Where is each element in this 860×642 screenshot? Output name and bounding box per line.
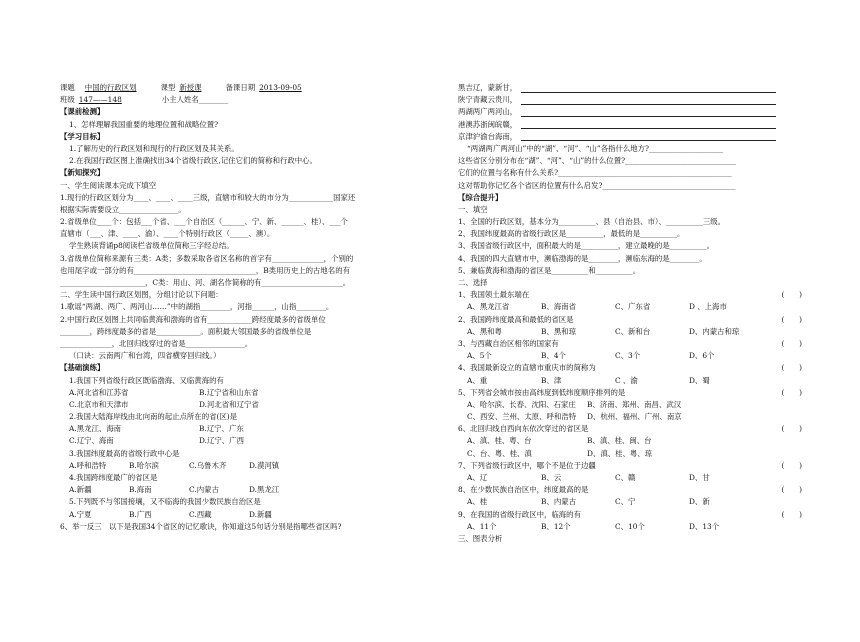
answer-option: D、13个 xyxy=(689,521,720,531)
line-text: 5、兼临黄海和渤海的省区是__________和__________。 xyxy=(458,265,641,275)
section-heading: 【课前检测】 xyxy=(60,107,105,117)
text-line xyxy=(60,131,412,143)
answer-parentheses: ( ) xyxy=(781,424,802,434)
text-line xyxy=(60,435,412,447)
line-text: 5、下列省会城市按由高纬度到低纬度顺序排列的是 xyxy=(458,387,626,397)
text-line xyxy=(458,82,802,94)
line-text: ________，跨纬度最多的省是____________。面积最大邻国最多的省级单位是 xyxy=(60,326,312,336)
text-line xyxy=(60,204,412,216)
text-line xyxy=(458,435,802,447)
text-line xyxy=(60,448,412,460)
line-text: 2.在我国行政区图上准确找出34个省级行政区,记住它们的简称和行政中心。 xyxy=(69,156,317,166)
answer-option: B、海南省 xyxy=(541,302,576,312)
answer-option: A、哈尔滨、长春、沈阳、石家庄 xyxy=(467,399,576,409)
answer-option: C.辽宁、海南 xyxy=(69,436,114,446)
answer-option: A、11个 xyxy=(467,521,497,531)
text-line xyxy=(60,240,412,252)
answer-option: B、12个 xyxy=(541,521,571,531)
line-text: 三、图表分析 xyxy=(458,533,503,543)
answer-option: D.黑龙江 xyxy=(249,485,280,495)
answer-option: B、黑和琼 xyxy=(541,326,576,336)
type-value: 新授课 xyxy=(179,83,202,92)
date-value: 2013-09-05 xyxy=(259,83,302,92)
text-line xyxy=(60,119,412,131)
answer-option: A、桂 xyxy=(467,497,488,507)
answer-option: C、西安、兰州、太原、呼和浩特 xyxy=(467,412,577,422)
answer-option: C、3个 xyxy=(615,351,641,361)
text-line xyxy=(60,228,412,240)
topic-label: 课题 xyxy=(60,83,75,92)
class-label: 班级 xyxy=(60,95,75,105)
text-line xyxy=(458,509,802,521)
line-text: 4、我国的四大直辖市中，濒临渤海的是________，濒临东海的是________。 xyxy=(458,253,707,263)
answer-option: D、蜀 xyxy=(689,375,710,385)
text-line xyxy=(60,167,412,179)
text-line xyxy=(458,180,802,192)
text-line xyxy=(458,387,802,399)
text-line xyxy=(458,240,802,252)
answer-option: B.海南 xyxy=(129,485,152,495)
line-text: 学生熟读背诵p8阅读栏省级单位简称三字经总结。 xyxy=(69,241,234,251)
text-line xyxy=(458,265,802,277)
line-text: 这些省区分别分布在“湖”、“河”、“山”的什么位置?______________________________ xyxy=(458,156,736,166)
text-line xyxy=(60,375,412,387)
line-text: 1、我国领土最东端在 xyxy=(458,290,530,300)
line-text: 陕宁青藏云贵川， xyxy=(458,95,518,105)
answer-option: D、杭州、福州、广州、南京 xyxy=(587,412,682,422)
answer-option: B.辽宁、广东 xyxy=(199,424,244,434)
line-text: 2、我国纬度最高的省级行政区是__________，最低的是__________。 xyxy=(458,229,685,239)
answer-option: B、内蒙古 xyxy=(541,497,576,507)
answer-option: A、滇、桂、粤、台 xyxy=(467,436,532,446)
line-text: 2.我国大陆海岸线由北向南的起止点所在的省(区)是 xyxy=(69,412,238,422)
text-line xyxy=(60,277,412,289)
left-body xyxy=(60,106,412,533)
answer-option: D、内蒙古和琼 xyxy=(689,326,740,336)
answer-option: B.哈尔滨 xyxy=(129,460,159,470)
answer-parentheses: ( ) xyxy=(781,387,802,397)
answer-option: C、台、粤、桂、滇 xyxy=(467,448,532,458)
text-line xyxy=(60,289,412,301)
line-text: 9、在我国的省级行政区中，临海的有 xyxy=(458,509,581,519)
answer-option: D.新疆 xyxy=(249,509,272,519)
line-text: 4、我国最新设立的直辖市重庆市的简称为 xyxy=(458,363,596,373)
answer-option: C.内蒙古 xyxy=(189,485,219,495)
answer-parentheses: ( ) xyxy=(781,460,802,470)
line-text: 黑吉辽，蒙新甘， xyxy=(458,83,518,92)
text-line xyxy=(60,180,412,192)
answer-option: D.河北省和辽宁省 xyxy=(199,399,259,409)
text-line xyxy=(60,350,412,362)
answer-blank xyxy=(521,96,776,105)
answer-option: C、赣 xyxy=(615,473,636,482)
answer-option: A.宁夏 xyxy=(69,509,92,519)
date-label: 备课日期 xyxy=(225,83,256,92)
text-line xyxy=(458,411,802,423)
line-text: 1、怎样理解我国重要的地理位置和战略位置? xyxy=(69,119,219,129)
text-line xyxy=(458,167,802,179)
line-text: 二、学生读中国行政区划图，分组讨论以下问题： xyxy=(60,290,223,300)
line-text: 3、我国省级行政区中，面积最大的是__________，建立最晚的是__________。 xyxy=(458,241,714,251)
section-heading: 【综合提升】 xyxy=(458,192,503,202)
line-text: “两湖两广两河山”中的“湖”、“河”、“山”各指什么地方?____________________ xyxy=(467,143,723,153)
answer-option: D.漠河镇 xyxy=(249,460,280,470)
text-line xyxy=(60,326,412,338)
answer-parentheses: ( ) xyxy=(781,485,802,495)
text-line xyxy=(60,521,412,533)
answer-option: C、10个 xyxy=(615,521,645,531)
line-text: 一、填空 xyxy=(458,204,488,214)
line-text: 一、学生阅读课本完成下填空 xyxy=(60,180,157,190)
answer-option: B、滇、桂、闽、台 xyxy=(587,436,652,446)
answer-option: A.河北省和江苏省 xyxy=(69,387,129,397)
text-line xyxy=(60,301,412,313)
student-name-label: 小主人姓名________ xyxy=(161,95,229,105)
text-line xyxy=(60,338,412,350)
line-text: 3.我国纬度最高的省级行政中心是 xyxy=(69,448,180,458)
line-text: 5.下列既不与邻国接壤，又不临海的我国少数民族自治区是 xyxy=(69,497,261,507)
line-text: 港澳苏浙闽皖赣， xyxy=(458,119,518,129)
text-line xyxy=(458,192,802,204)
text-line xyxy=(60,106,412,118)
answer-option: C 、渝 xyxy=(615,375,638,385)
line-text: 8、在少数民族自治区中，纬度最高的是 xyxy=(458,485,589,495)
text-line xyxy=(60,423,412,435)
right-body xyxy=(458,82,802,545)
class-header xyxy=(60,94,412,106)
line-text: 直辖市（___、津、____、渝）、____个特别行政区（_____、澳）。 xyxy=(60,229,275,239)
text-line xyxy=(60,509,412,521)
answer-option: D、6个 xyxy=(689,351,715,361)
answer-option: B、济南、郑州、南昌、武汉 xyxy=(587,399,682,409)
answer-option: D、新 xyxy=(689,497,710,507)
text-line xyxy=(458,362,802,374)
text-line xyxy=(60,472,412,484)
text-line xyxy=(458,155,802,167)
answer-parentheses: ( ) xyxy=(781,338,802,348)
text-line xyxy=(60,387,412,399)
line-text: （口诀：云南两广和台湾，四省横穿回归线。） xyxy=(69,351,221,361)
answer-option: C、广东省 xyxy=(615,302,651,312)
answer-parentheses: ( ) xyxy=(781,290,802,300)
answer-option: D、甘 xyxy=(689,473,710,482)
answer-parentheses: ( ) xyxy=(781,509,802,519)
answer-option: A.新疆 xyxy=(69,485,92,495)
answer-option: A、重 xyxy=(467,375,488,385)
line-text: ______________，北回归线穿过的省是________________。 xyxy=(60,338,253,348)
line-text: 1、全国的行政区划，基本分为__________、县（自治县、市）、__________三级。 xyxy=(458,217,726,227)
answer-option: D.辽宁、广西 xyxy=(199,436,244,446)
text-line xyxy=(458,289,802,301)
text-line xyxy=(458,143,802,155)
answer-option: A、5个 xyxy=(467,351,492,361)
line-text: 京津沪渝台海南， xyxy=(458,131,518,141)
answer-option: A、黑和粤 xyxy=(467,326,502,336)
text-line xyxy=(458,350,802,362)
answer-option: B.广西 xyxy=(129,509,152,519)
text-line xyxy=(458,533,802,545)
text-line xyxy=(458,131,802,143)
line-text: 根据实际需要设立________________。 xyxy=(60,204,186,214)
answer-option: B、云 xyxy=(541,473,562,482)
answer-blank xyxy=(521,120,776,129)
text-line xyxy=(60,411,412,423)
answer-option: B、津 xyxy=(541,375,562,385)
text-line xyxy=(458,94,802,106)
line-text: 2.省级单位____个：包括___个省、___个自治区（______、宁、新、______、桂）、___个 xyxy=(60,217,348,227)
line-text: 1.现行的行政区划分为____、____、____三级，直辖市和较大的市分为____________国家还 xyxy=(60,192,356,202)
section-heading: 【新知探究】 xyxy=(60,168,105,178)
line-text: 6、北回归线自西向东依次穿过的省区是 xyxy=(458,424,589,434)
text-line xyxy=(458,423,802,435)
text-line xyxy=(458,253,802,265)
line-text: 2.中国行政区划图上共同临黄海和渤海的省有____________跨经度最多的省级单位 xyxy=(60,314,326,324)
text-line xyxy=(458,204,802,216)
line-text: 1.歌谣“两湖、两广、两河山……”中的湖指________，河指______，山指________。 xyxy=(60,302,334,312)
text-line xyxy=(458,448,802,460)
line-text: 二、选择 xyxy=(458,278,488,287)
answer-option: C.乌鲁木齐 xyxy=(189,460,227,470)
answer-option: A.呼和浩特 xyxy=(69,460,107,470)
text-line xyxy=(458,119,802,131)
line-text: 3.省级单位简称来源有三类：A类；多数采取各省区名称的首字有______________，个别的 xyxy=(60,253,354,263)
line-text: 它们的位置与名称有什么关系?_______________________________________________ xyxy=(458,168,732,178)
text-line xyxy=(458,496,802,508)
answer-option: B.辽宁省和山东省 xyxy=(199,387,259,397)
answer-option: C、宁 xyxy=(615,497,636,507)
text-line xyxy=(458,326,802,338)
answer-option: C、新和台 xyxy=(615,326,651,336)
text-line xyxy=(60,460,412,472)
text-line xyxy=(60,155,412,167)
left-column xyxy=(60,82,412,533)
text-line xyxy=(60,362,412,374)
text-line xyxy=(60,192,412,204)
section-heading: 【学习目标】 xyxy=(60,131,105,141)
answer-option: D、滇、桂、粤、琼 xyxy=(587,448,653,458)
line-text: 6、举一反三 以下是我国34个省区的记忆歌诀，你知道这5句话分别是指哪些省区吗? xyxy=(60,521,342,531)
text-line xyxy=(60,484,412,496)
text-line xyxy=(458,484,802,496)
answer-parentheses: ( ) xyxy=(781,363,802,373)
line-text: 两湖两广两河山， xyxy=(458,107,518,117)
line-text: 1.我国下列省级行政区既临渤海、又临黄海的有 xyxy=(69,375,224,385)
line-text: 2、我国跨纬度最高和最低的省区是 xyxy=(458,314,574,324)
answer-option: C.北京市和天津市 xyxy=(69,399,129,409)
class-value: 147——148 xyxy=(78,95,122,105)
text-line xyxy=(458,277,802,289)
text-line xyxy=(60,496,412,508)
answer-blank xyxy=(521,108,776,117)
right-column xyxy=(458,82,802,545)
answer-option: D 、上海市 xyxy=(689,302,727,312)
answer-option: A、黑龙江省 xyxy=(467,302,510,312)
answer-option: A.黑龙江、海南 xyxy=(69,424,122,434)
text-line xyxy=(458,106,802,118)
text-line xyxy=(458,338,802,350)
text-line xyxy=(458,399,802,411)
answer-option: B、4个 xyxy=(541,351,566,361)
answer-blank xyxy=(521,132,776,141)
line-text: 也用尾字或一部分的有_________________________________，B类用历史上的古地名的有 xyxy=(60,265,350,275)
line-text: _______________________，C类：用山、河、湖名作简称的有______________________。 xyxy=(60,278,351,287)
line-text: 3、与西藏自治区相邻的国家有 xyxy=(458,338,559,348)
text-line xyxy=(458,472,802,484)
text-line xyxy=(60,253,412,265)
text-line xyxy=(60,399,412,411)
answer-parentheses: ( ) xyxy=(781,314,802,324)
line-text: 7、下列省级行政区中，哪个不是位于边疆 xyxy=(458,460,596,470)
line-text: 4.我国跨纬度最广的省区是 xyxy=(69,473,158,482)
text-line xyxy=(458,460,802,472)
type-label: 课型 xyxy=(160,83,176,92)
text-line xyxy=(458,521,802,533)
text-line xyxy=(60,265,412,277)
text-line xyxy=(458,375,802,387)
answer-blank xyxy=(521,84,776,93)
line-text: 1.了解历史的行政区划和现行的行政区划及其关系。 xyxy=(69,143,239,153)
text-line xyxy=(458,314,802,326)
text-line xyxy=(458,301,802,313)
text-line xyxy=(458,228,802,240)
text-line xyxy=(458,216,802,228)
text-line xyxy=(60,143,412,155)
section-heading: 【基础演练】 xyxy=(60,363,105,373)
lesson-header xyxy=(60,82,412,94)
text-line xyxy=(60,216,412,228)
text-line xyxy=(60,314,412,326)
answer-option: C.西藏 xyxy=(189,509,212,519)
line-text: 这对帮助你记忆各个省区的位置有什么启发?____________________________________ xyxy=(458,180,736,190)
topic-value: 中国的行政区划 xyxy=(84,83,137,92)
answer-option: A、辽 xyxy=(467,473,488,482)
